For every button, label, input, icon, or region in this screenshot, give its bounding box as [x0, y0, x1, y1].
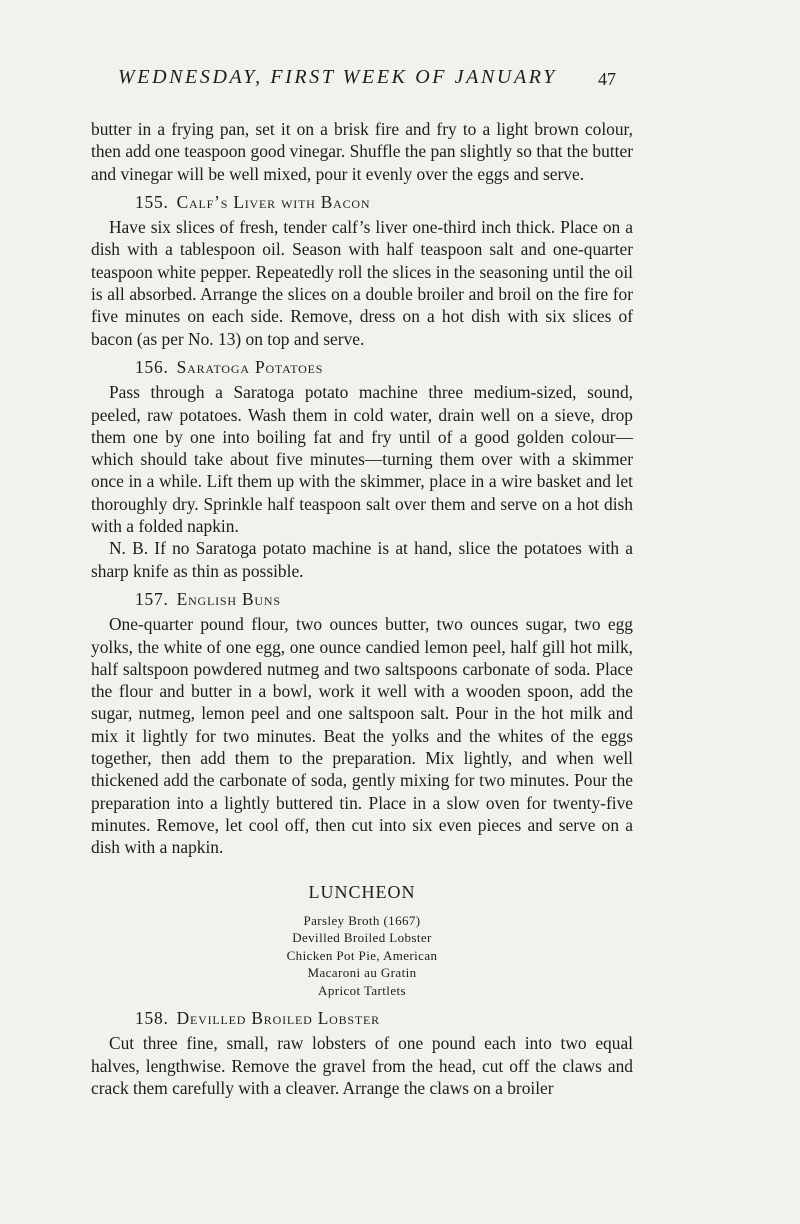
recipe-note: N. B. If no Saratoga potato machine is at hand, slice the potatoes with a sharp knife as thin as possible. [91, 538, 633, 581]
continued-paragraph: butter in a frying pan, set it on a brisk fire and fry to a light brown colour, then add one teaspoon good vinegar. Shuffle the pan slightly so that the butter and vinegar will be well mixed, pour it evenly over the eggs and serve. [91, 119, 633, 184]
recipe-heading-156 [91, 356, 633, 378]
body-text [91, 118, 633, 1099]
recipe-paragraph: Cut three fine, small, raw lobsters of one pound each into two equal halves, lengthwise. Remove the gravel from the head, cut off the claws and crack them carefully with a cleaver. Arrange the claws on a broiler [91, 1033, 633, 1098]
menu-item: Parsley Broth (1667) [303, 912, 421, 928]
menu-item: Apricot Tartlets [318, 982, 406, 998]
recipe-paragraph: Pass through a Saratoga potato machine three medium-sized, sound, peeled, raw potatoes. Wash them in cold water, drain well on a sieve, drop them one by one into boiling fat and fry until of a good golden colour—which should take about five minutes—turning them over with a skimmer once in a while. Lift them up with the skimmer, place in a wire basket and let thoroughly dry. Sprinkle half teaspoon salt over them and serve on a hot dish with a folded napkin. [91, 382, 633, 537]
recipe-title: Saratoga Potatoes [176, 356, 324, 377]
recipe-heading-157 [91, 588, 633, 610]
menu-item: Devilled Broiled Lobster [292, 930, 432, 945]
luncheon-heading: LUNCHEON [308, 881, 416, 902]
menu-item: Macaroni au Gratin [307, 965, 417, 980]
recipe-number: 158. [135, 1008, 169, 1028]
recipe-number: 155. [135, 191, 169, 212]
luncheon-menu [91, 881, 633, 1000]
recipe-heading-158 [91, 1007, 633, 1029]
recipe-paragraph: Have six slices of fresh, tender calf’s liver one-third inch thick. Place on a dish with a tablespoon oil. Season with half teaspoon salt and one-quarter teaspoon white pepper. Repeatedly roll the slices in the seasoning until the oil is all absorbed. Arrange the slices on a double broiler and broil on the fire for five minutes on each side. Remove, dress on a hot dish with six slices of bacon (as per No. 13) on top and serve. [91, 217, 633, 349]
recipe-title: English Buns [176, 588, 281, 609]
luncheon-items [91, 912, 633, 1000]
recipe-title: Calf’s Liver with Bacon [176, 191, 371, 212]
recipe-number: 156. [135, 356, 169, 377]
recipe-title: Devilled Broiled Lobster [176, 1008, 380, 1028]
recipe-number: 157. [135, 588, 169, 609]
recipe-paragraph: One-quarter pound flour, two ounces butter, two ounces sugar, two egg yolks, the white of one egg, one ounce candied lemon peel, half gill hot milk, half saltspoon powdered nutmeg and two saltspoons carbonate of soda. Place the flour and butter in a bowl, work it well with a wooden spoon, add the sugar, nutmeg, lemon peel and one saltspoon salt. Pour in the hot milk and mix it lightly for two minutes. Beat the yolks and the whites of the eggs together, then add them to the preparation. Mix lightly, and when well thickened add the carbonate of soda, gently mixing for two minutes. Pour the preparation into a lightly buttered tin. Place in a slow oven for twenty-five minutes. Remove, let cool off, then cut into six even pieces and serve on a dish with a napkin. [91, 614, 633, 858]
recipe-heading-155 [91, 191, 633, 213]
page-number: 47 [598, 69, 616, 89]
running-head: WEDNESDAY, FIRST WEEK OF JANUARY [118, 66, 557, 88]
menu-item: Chicken Pot Pie, American [286, 947, 438, 963]
